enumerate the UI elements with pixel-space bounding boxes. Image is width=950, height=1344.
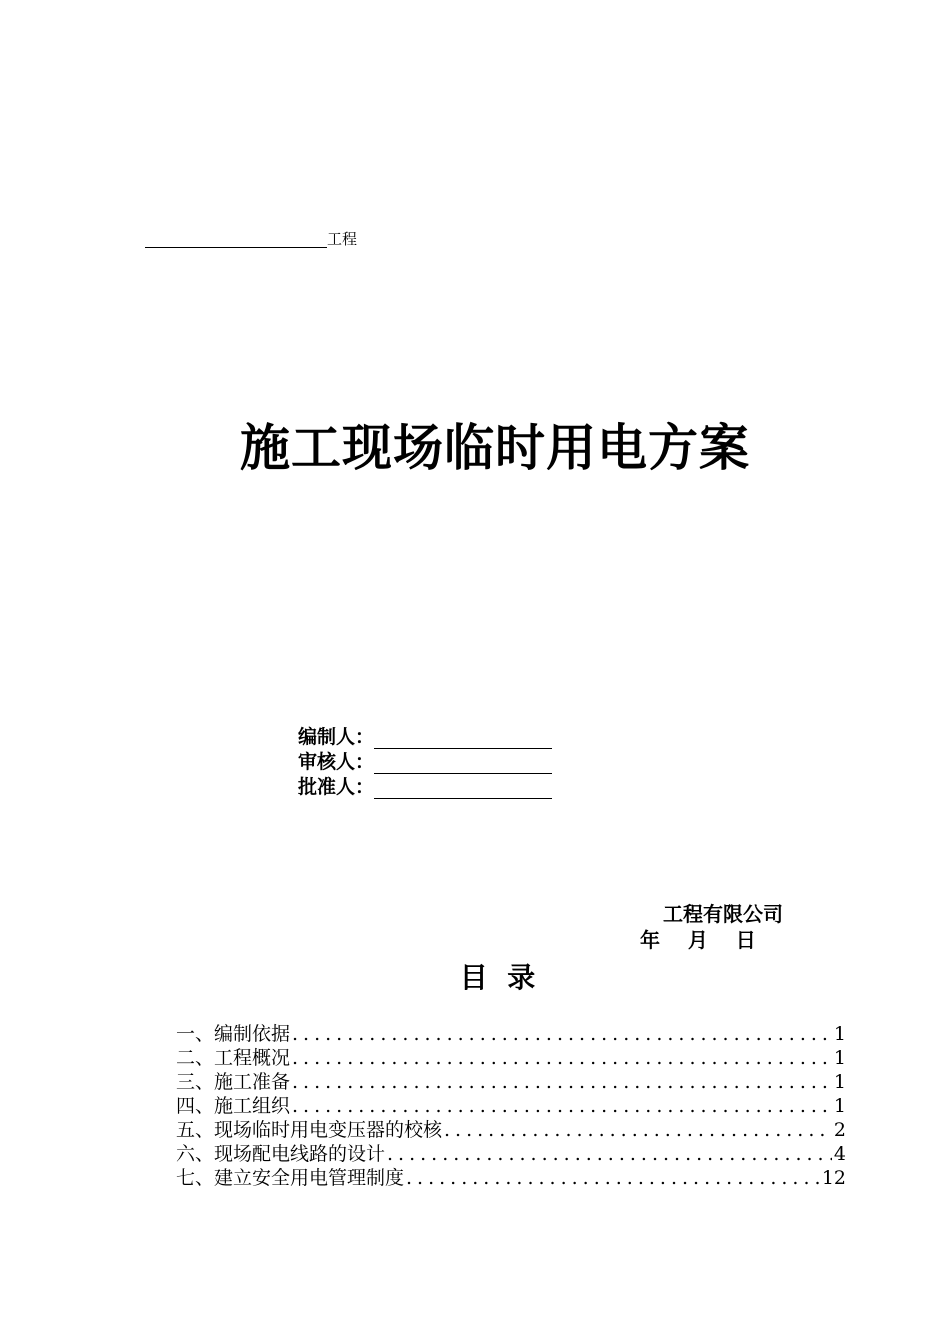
toc-leader-dots (387, 1142, 832, 1166)
toc-leader-dots (292, 1046, 832, 1070)
toc-item-page: 2 (833, 1119, 846, 1141)
toc-item[interactable] (176, 1142, 846, 1166)
toc-leader-dots (292, 1070, 832, 1094)
toc-leader-dots (406, 1166, 820, 1190)
toc-item-label: 二、工程概况 (176, 1047, 291, 1069)
toc-title: 目 录 (459, 961, 536, 994)
signer-row-compiler (298, 724, 552, 749)
toc-item-label: 五、现场临时用电变压器的校核 (176, 1119, 443, 1141)
toc-leader-dots (444, 1118, 832, 1142)
toc-item-page: 12 (821, 1167, 846, 1189)
signer-label: 审核人： (298, 751, 375, 773)
signature-line (374, 755, 552, 774)
table-of-contents (176, 1022, 846, 1190)
toc-leader-dots (292, 1094, 832, 1118)
toc-item[interactable] (176, 1118, 846, 1142)
project-name-line (145, 230, 357, 248)
toc-item-page: 1 (833, 1047, 846, 1069)
toc-item-page: 1 (833, 1023, 846, 1045)
toc-item-page: 1 (833, 1071, 846, 1093)
toc-item-page: 1 (833, 1095, 846, 1117)
document-title: 施工现场临时用电方案 (240, 418, 750, 477)
toc-item[interactable] (176, 1046, 846, 1070)
signature-block (298, 724, 552, 799)
signer-label: 批准人： (298, 776, 375, 798)
toc-item[interactable] (176, 1094, 846, 1118)
toc-item[interactable] (176, 1022, 846, 1046)
toc-item-label: 一、编制依据 (176, 1023, 291, 1045)
toc-item-label: 三、施工准备 (176, 1071, 291, 1093)
toc-item-label: 四、施工组织 (176, 1095, 291, 1117)
signer-row-reviewer (298, 749, 552, 774)
toc-item-label: 六、现场配电线路的设计 (176, 1143, 386, 1165)
toc-leader-dots (292, 1022, 832, 1046)
signer-label: 编制人： (298, 726, 375, 748)
company-name: 工程有限公司 (663, 902, 783, 926)
project-suffix: 工程 (327, 230, 358, 248)
toc-item-label: 七、建立安全用电管理制度 (176, 1167, 405, 1189)
signature-line (374, 780, 552, 799)
toc-item[interactable] (176, 1166, 846, 1190)
toc-item[interactable] (176, 1070, 846, 1094)
project-name-blank (145, 232, 327, 248)
date-line: 年 月 日 (640, 928, 756, 952)
signer-row-approver (298, 774, 552, 799)
signature-line (374, 730, 552, 749)
toc-item-page: 4 (833, 1143, 846, 1165)
